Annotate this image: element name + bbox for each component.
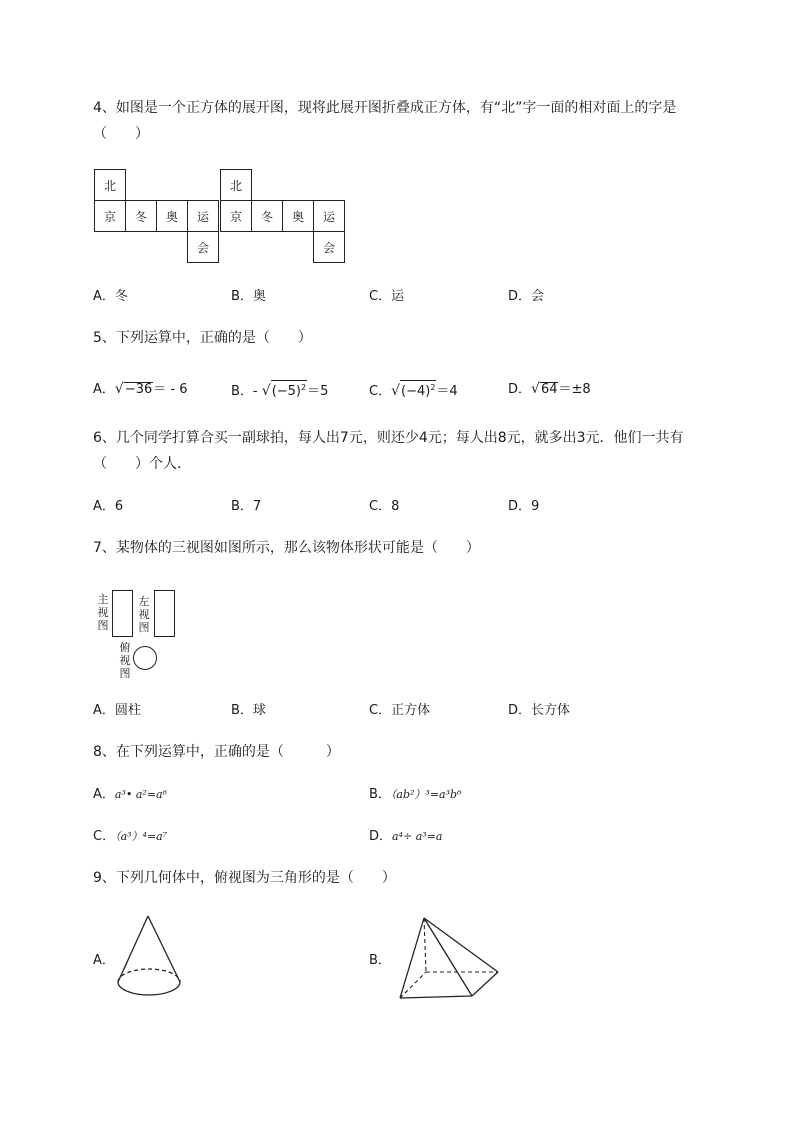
- q5-a-radicand: −36: [124, 382, 153, 397]
- q8-option-d[interactable]: [369, 828, 442, 846]
- q4-answer-paren: （ ）: [93, 126, 149, 142]
- left-view-rectangle: [154, 590, 175, 637]
- cone-figure: [112, 912, 188, 1004]
- net1-row-cell: 奥: [156, 200, 188, 232]
- net1-bottom-cell: 会: [187, 231, 219, 263]
- radical-icon: √: [531, 381, 540, 397]
- q8-a-expr: a³• a²=a⁶: [114, 788, 168, 801]
- net2-row-cell: 奥: [282, 200, 314, 232]
- pyramid-figure: [394, 912, 504, 1002]
- q5-c-label: C．: [369, 384, 392, 399]
- q4-text: 4、如图是一个正方体的展开图，现将此展开图折叠成正方体，有“北”字一面的相对面上的字是: [93, 100, 677, 116]
- q5-b-rad-exp: 2: [301, 383, 307, 392]
- net2-row-cell: 运: [313, 200, 345, 232]
- q7-option-d[interactable]: D．长方体: [508, 703, 571, 718]
- q5-d-rhs: ＝±8: [558, 382, 591, 397]
- top-view-circle: [133, 646, 157, 670]
- q6-option-d[interactable]: D．9: [508, 499, 540, 514]
- q8-option-c[interactable]: [93, 828, 167, 846]
- cone-base-back: [118, 969, 180, 982]
- q8-b-label: B．: [369, 787, 391, 802]
- q5-option-a[interactable]: [93, 380, 188, 399]
- q4-option-b[interactable]: B．奥: [231, 289, 266, 304]
- net2-row-cell: 京: [220, 200, 252, 232]
- q8-a-label: A．: [93, 787, 115, 802]
- q5-b-rhs: ＝5: [307, 384, 329, 399]
- q5-c-rad-base: (−4): [401, 384, 431, 399]
- pyramid-base-edge: [400, 996, 472, 998]
- q5-d-label: D．: [508, 382, 532, 397]
- q9-option-a[interactable]: A．: [93, 953, 115, 968]
- q5-c-rad-exp: 2: [430, 383, 436, 392]
- q6-option-a[interactable]: A．6: [93, 499, 124, 514]
- pyramid-edge: [424, 918, 472, 996]
- q5-b-label: B．: [231, 384, 253, 399]
- label-char: 图: [97, 619, 109, 632]
- label-char: 视: [138, 608, 150, 621]
- net2-row-cell: 冬: [251, 200, 283, 232]
- label-char: 视: [119, 654, 131, 667]
- cone-base-front: [118, 982, 180, 995]
- q8-d-label: D．: [369, 829, 393, 844]
- q7-option-c[interactable]: C．正方体: [369, 703, 431, 718]
- label-char: 俯: [119, 641, 131, 654]
- q8-c-expr: （a³）⁴=a⁷: [115, 830, 168, 843]
- q8-text: 8、在下列运算中，正确的是（ ）: [93, 744, 340, 760]
- q5-b-radicand: [271, 380, 307, 399]
- q9-text: 9、下列几何体中，俯视图为三角形的是（ ）: [93, 870, 396, 886]
- q5-option-b[interactable]: [231, 380, 328, 401]
- label-char: 图: [119, 667, 131, 680]
- net2-top-cell: 北: [220, 169, 252, 201]
- label-char: 视: [97, 606, 109, 619]
- label-char: 图: [138, 621, 150, 634]
- q4-option-a[interactable]: A．冬: [93, 289, 128, 304]
- radical-icon: √: [114, 381, 124, 397]
- q5-text: 5、下列运算中，正确的是（ ）: [93, 330, 312, 346]
- net1-row-cell: 冬: [125, 200, 157, 232]
- q7-option-b[interactable]: B．球: [231, 703, 266, 718]
- q9-option-b[interactable]: B．: [369, 953, 391, 968]
- q5-option-c[interactable]: [369, 380, 458, 401]
- q8-b-expr: （ab²）³=a³b⁶: [390, 788, 462, 801]
- main-view-label: [96, 593, 110, 632]
- radical-icon: √: [261, 383, 271, 399]
- radical-icon: √: [391, 383, 400, 399]
- label-char: 左: [138, 595, 150, 608]
- q4-option-d[interactable]: D．会: [508, 289, 545, 304]
- q8-option-b[interactable]: [369, 786, 461, 804]
- label-char: 主: [97, 593, 109, 606]
- q8-d-expr: a⁴÷ a³=a: [392, 830, 443, 843]
- q4-option-c[interactable]: C．运: [369, 289, 405, 304]
- q8-option-a[interactable]: [93, 786, 167, 804]
- q5-b-rad-base: (−5): [271, 384, 301, 399]
- pyramid-base-edge: [472, 972, 498, 996]
- q6-option-c[interactable]: C．8: [369, 499, 400, 514]
- pyramid-edge: [424, 918, 498, 972]
- net1-top-cell: 北: [94, 169, 126, 201]
- q5-d-radicand: 64: [540, 382, 558, 397]
- net2-bottom-cell: 会: [313, 231, 345, 263]
- q5-option-d[interactable]: [508, 380, 591, 399]
- pyramid-hidden-edge: [424, 918, 426, 972]
- q5-b-neg: -: [252, 384, 258, 399]
- left-view-label: [137, 595, 151, 634]
- q5-c-rhs: ＝4: [436, 384, 458, 399]
- net1-row-cell: 运: [187, 200, 219, 232]
- q7-option-a[interactable]: A．圆柱: [93, 703, 141, 718]
- cone-right-edge: [148, 916, 180, 982]
- top-view-label: [118, 641, 132, 680]
- net1-row-cell: 京: [94, 200, 126, 232]
- main-view-rectangle: [112, 590, 133, 637]
- q6-text-line2: （ ）个人．: [93, 456, 191, 472]
- q5-a-label: A．: [93, 382, 115, 397]
- q8-c-label: C．: [93, 829, 116, 844]
- q7-text: 7、某物体的三视图如图所示，那么该物体形状可能是（ ）: [93, 540, 480, 556]
- q5-a-rhs: ＝ - 6: [153, 382, 188, 397]
- q5-c-radicand: [400, 380, 436, 399]
- q6-text-line1: 6、几个同学打算合买一副球拍，每人出7元，则还少4元；每人出8元，就多出3元．他们一共有: [93, 430, 684, 446]
- q6-option-b[interactable]: B．7: [231, 499, 262, 514]
- cone-left-edge: [118, 916, 148, 982]
